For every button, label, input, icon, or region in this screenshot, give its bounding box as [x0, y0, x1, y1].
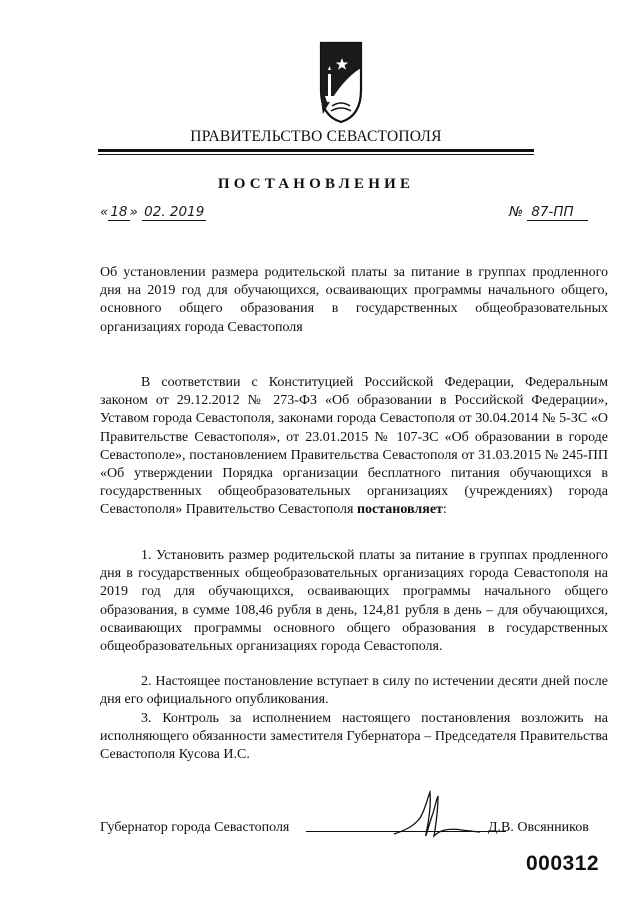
header-rule-thick [98, 149, 534, 152]
date-open-quote: « [100, 204, 109, 220]
document-number [509, 204, 588, 221]
signatory-name: Д.В. Овсянников [488, 820, 589, 835]
document-subject: Об установлении размера родительской платы за питание в группах продленного дня на 2019 год для обучающихся, осваивающих программы начального общего, основного общего образования в государственных общеобразовательных организациях города Севастополя [100, 265, 608, 335]
government-title: ПРАВИТЕЛЬСТВО СЕВАСТОПОЛЯ [190, 128, 442, 145]
date-day: 18 [110, 204, 128, 220]
preamble-colon: : [442, 502, 447, 518]
date-close-quote: » [129, 204, 138, 220]
document-type-heading: ПОСТАНОВЛЕНИЕ [217, 176, 415, 192]
preamble-paragraph [100, 374, 608, 520]
header-rule-thin [98, 154, 534, 155]
resolution-item-2: 2. Настоящее постановление вступает в силу по истечении десяти дней после дня его официального опубликования. [100, 674, 608, 708]
signatory-title: Губернатор города Севастополя [100, 820, 290, 835]
preamble-text: В соответствии с Конституцией Российской Федерации, Федеральным законом от 29.12.2012 № 273-ФЗ «Об образовании в Российской Федерации», Уставом города Севастополя, законами города Севастополя от 30.04.2014 № 5-ЗС «О Правительстве Севастополя», от 23.01.2015 № 107-ЗС «Об образовании в городе Севастополе», постановлением Правительства Севастополя от 31.03.2015 № 245-ПП «Об утверждении Порядка организации бесплатного питания обучающихся в государственных общеобразовательных организациях (учреждениях) города Севастополя» Правительство Севастополя [100, 375, 608, 518]
resolution-item-3: 3. Контроль за исполнением настоящего постановления возложить на исполняющего обязанности заместителя Губернатора – Председателя Правительства Севастополя Кусова И.С. [100, 711, 608, 763]
document-date [100, 204, 206, 221]
number-value: 87-ПП [527, 204, 587, 221]
handwritten-signature [392, 790, 482, 846]
resolution-item-1: 1. Установить размер родительской платы за питание в группах продленного дня в государственных общеобразовательных организациях города Севастополя на 2019 год для обучающихся, осваивающих программы начального общего образования, в сумме 108,46 рубля в день, 124,81 рубля в день – для обучающихся, осваивающих программы основного общего образования в государственных общеобразовательных организациях города Севастополя. [100, 548, 608, 655]
date-month-year: 02. 2019 [144, 204, 205, 220]
resolution-verb: постановляет [356, 502, 443, 518]
number-sign: № [509, 204, 524, 220]
sevastopol-coat-of-arms-emblem [318, 40, 364, 124]
serial-number: 000312 [526, 852, 600, 875]
